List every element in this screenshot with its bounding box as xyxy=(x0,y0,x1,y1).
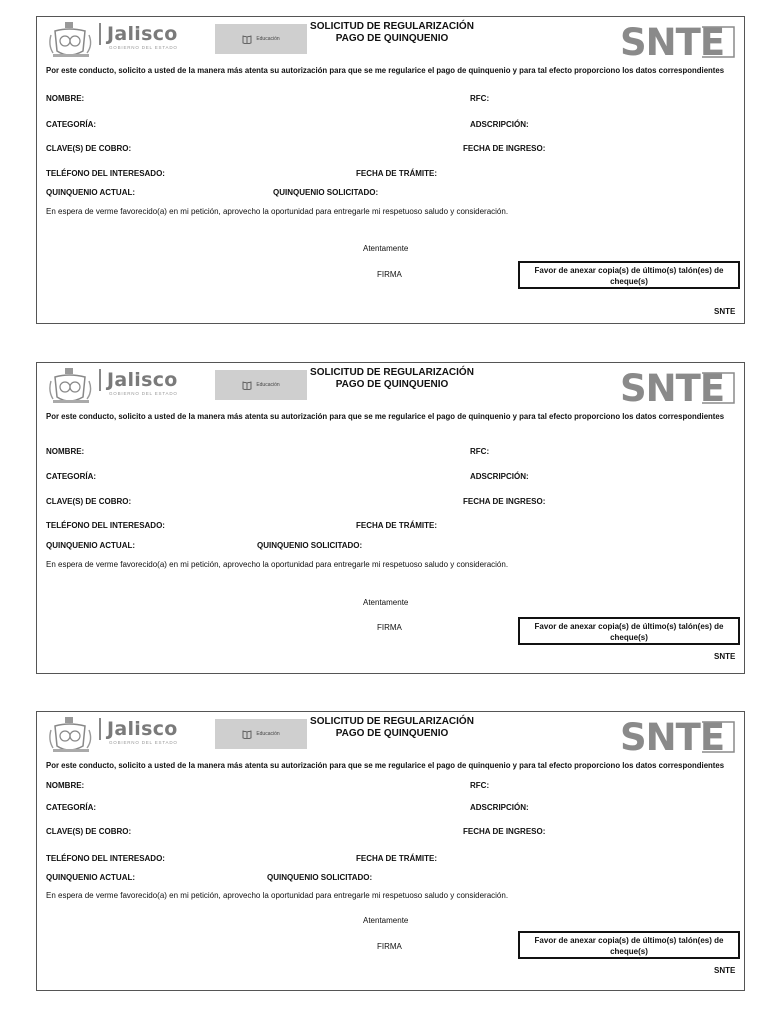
jalisco-logo xyxy=(99,718,178,746)
notice-box: Favor de anexar copia(s) de último(s) talón(es) de cheque(s) xyxy=(518,931,740,959)
title-line-1: SOLICITUD DE REGULARIZACIÓN xyxy=(310,716,474,727)
title-line-2: PAGO DE QUINQUENIO xyxy=(335,728,449,739)
jalisco-word: Jalisco xyxy=(99,369,178,391)
notice-box: Favor de anexar copia(s) de último(s) talón(es) de cheque(s) xyxy=(518,261,740,289)
title-line-2: PAGO DE QUINQUENIO xyxy=(335,379,449,390)
firma-label: FIRMA xyxy=(377,623,402,632)
nombre-label: NOMBRE: xyxy=(46,781,85,790)
fecha-tramite-label: FECHA DE TRÁMITE: xyxy=(356,521,438,530)
categoria-label: CATEGORÍA: xyxy=(46,803,97,812)
jalisco-crest-icon xyxy=(47,367,95,405)
quinquenio-solicitado-label: QUINQUENIO SOLICITADO: xyxy=(267,873,373,882)
footer-snte: SNTE xyxy=(714,307,736,316)
fecha-ingreso-label: FECHA DE INGRESO: xyxy=(463,144,546,153)
jalisco-sub: GOBIERNO DEL ESTADO xyxy=(109,45,178,50)
jalisco-sub: GOBIERNO DEL ESTADO xyxy=(109,740,178,745)
nombre-label: NOMBRE: xyxy=(46,94,85,103)
jalisco-word: Jalisco xyxy=(99,23,178,45)
snte-logo xyxy=(618,367,736,405)
clave-cobro-label: CLAVE(S) DE COBRO: xyxy=(46,827,132,836)
form-2 xyxy=(36,362,745,674)
firma-label: FIRMA xyxy=(377,270,402,279)
quinquenio-solicitado-label: QUINQUENIO SOLICITADO: xyxy=(273,188,379,197)
clave-cobro-label: CLAVE(S) DE COBRO: xyxy=(46,497,132,506)
jalisco-word: Jalisco xyxy=(99,718,178,740)
closing-text: En espera de verme favorecido(a) en mi petición, aprovecho la oportunidad para entregarle mi respetuoso saludo y consideración. xyxy=(46,207,509,216)
jalisco-sub: GOBIERNO DEL ESTADO xyxy=(109,391,178,396)
categoria-label: CATEGORÍA: xyxy=(46,472,97,481)
form-title xyxy=(257,716,527,740)
fecha-ingreso-label: FECHA DE INGRESO: xyxy=(463,827,546,836)
rfc-label: RFC: xyxy=(470,447,490,456)
rfc-label: RFC: xyxy=(470,94,490,103)
nombre-label: NOMBRE: xyxy=(46,447,85,456)
adscripcion-label: ADSCRIPCIÓN: xyxy=(470,803,529,812)
telefono-label: TELÉFONO DEL INTERESADO: xyxy=(46,521,165,530)
form-title xyxy=(257,367,527,391)
snte-logo-text: SNTE xyxy=(620,716,725,754)
intro-text: Por este conducto, solicito a usted de la manera más atenta su autorización para que se me regularice el pago de quinquenio y para tal efecto proporciono los datos correspondientes xyxy=(46,412,725,421)
jalisco-logo xyxy=(99,23,178,51)
form-header xyxy=(37,17,744,63)
title-line-2: PAGO DE QUINQUENIO xyxy=(335,33,449,44)
closing-text: En espera de verme favorecido(a) en mi petición, aprovecho la oportunidad para entregarle mi respetuoso saludo y consideración. xyxy=(46,891,509,900)
clave-cobro-label: CLAVE(S) DE COBRO: xyxy=(46,144,132,153)
footer-snte: SNTE xyxy=(714,652,736,661)
quinquenio-actual-label: QUINQUENIO ACTUAL: xyxy=(46,188,136,197)
footer-snte: SNTE xyxy=(714,966,736,975)
book-icon xyxy=(242,729,252,739)
education-label: Educación xyxy=(256,382,280,388)
education-label: Educación xyxy=(256,731,280,737)
jalisco-logo xyxy=(99,369,178,397)
fecha-tramite-label: FECHA DE TRÁMITE: xyxy=(356,854,438,863)
title-line-1: SOLICITUD DE REGULARIZACIÓN xyxy=(310,21,474,32)
title-line-1: SOLICITUD DE REGULARIZACIÓN xyxy=(310,367,474,378)
intro-text: Por este conducto, solicito a usted de la manera más atenta su autorización para que se me regularice el pago de quinquenio y para tal efecto proporciono los datos correspondientes xyxy=(46,761,725,770)
intro-text: Por este conducto, solicito a usted de la manera más atenta su autorización para que se me regularice el pago de quinquenio y para tal efecto proporciono los datos correspondientes xyxy=(46,66,725,75)
form-header xyxy=(37,363,744,409)
education-label: Educación xyxy=(256,36,280,42)
notice-box: Favor de anexar copia(s) de último(s) talón(es) de cheque(s) xyxy=(518,617,740,645)
jalisco-crest-icon xyxy=(47,21,95,59)
book-icon xyxy=(242,380,252,390)
snte-logo-text: SNTE xyxy=(620,21,725,59)
form-header xyxy=(37,712,744,758)
book-icon xyxy=(242,34,252,44)
atentamente-label: Atentamente xyxy=(363,244,409,253)
form-title xyxy=(257,21,527,45)
atentamente-label: Atentamente xyxy=(363,598,409,607)
snte-logo-text: SNTE xyxy=(620,367,725,405)
atentamente-label: Atentamente xyxy=(363,916,409,925)
rfc-label: RFC: xyxy=(470,781,490,790)
closing-text: En espera de verme favorecido(a) en mi petición, aprovecho la oportunidad para entregarle mi respetuoso saludo y consideración. xyxy=(46,560,509,569)
telefono-label: TELÉFONO DEL INTERESADO: xyxy=(46,169,165,178)
quinquenio-actual-label: QUINQUENIO ACTUAL: xyxy=(46,541,136,550)
fecha-tramite-label: FECHA DE TRÁMITE: xyxy=(356,169,438,178)
jalisco-crest-icon xyxy=(47,716,95,754)
adscripcion-label: ADSCRIPCIÓN: xyxy=(470,472,529,481)
form-1 xyxy=(36,16,745,324)
telefono-label: TELÉFONO DEL INTERESADO: xyxy=(46,854,165,863)
snte-logo xyxy=(618,716,736,754)
firma-label: FIRMA xyxy=(377,942,402,951)
form-3 xyxy=(36,711,745,991)
categoria-label: CATEGORÍA: xyxy=(46,120,97,129)
fecha-ingreso-label: FECHA DE INGRESO: xyxy=(463,497,546,506)
quinquenio-actual-label: QUINQUENIO ACTUAL: xyxy=(46,873,136,882)
snte-logo xyxy=(618,21,736,59)
quinquenio-solicitado-label: QUINQUENIO SOLICITADO: xyxy=(257,541,363,550)
adscripcion-label: ADSCRIPCIÓN: xyxy=(470,120,529,129)
